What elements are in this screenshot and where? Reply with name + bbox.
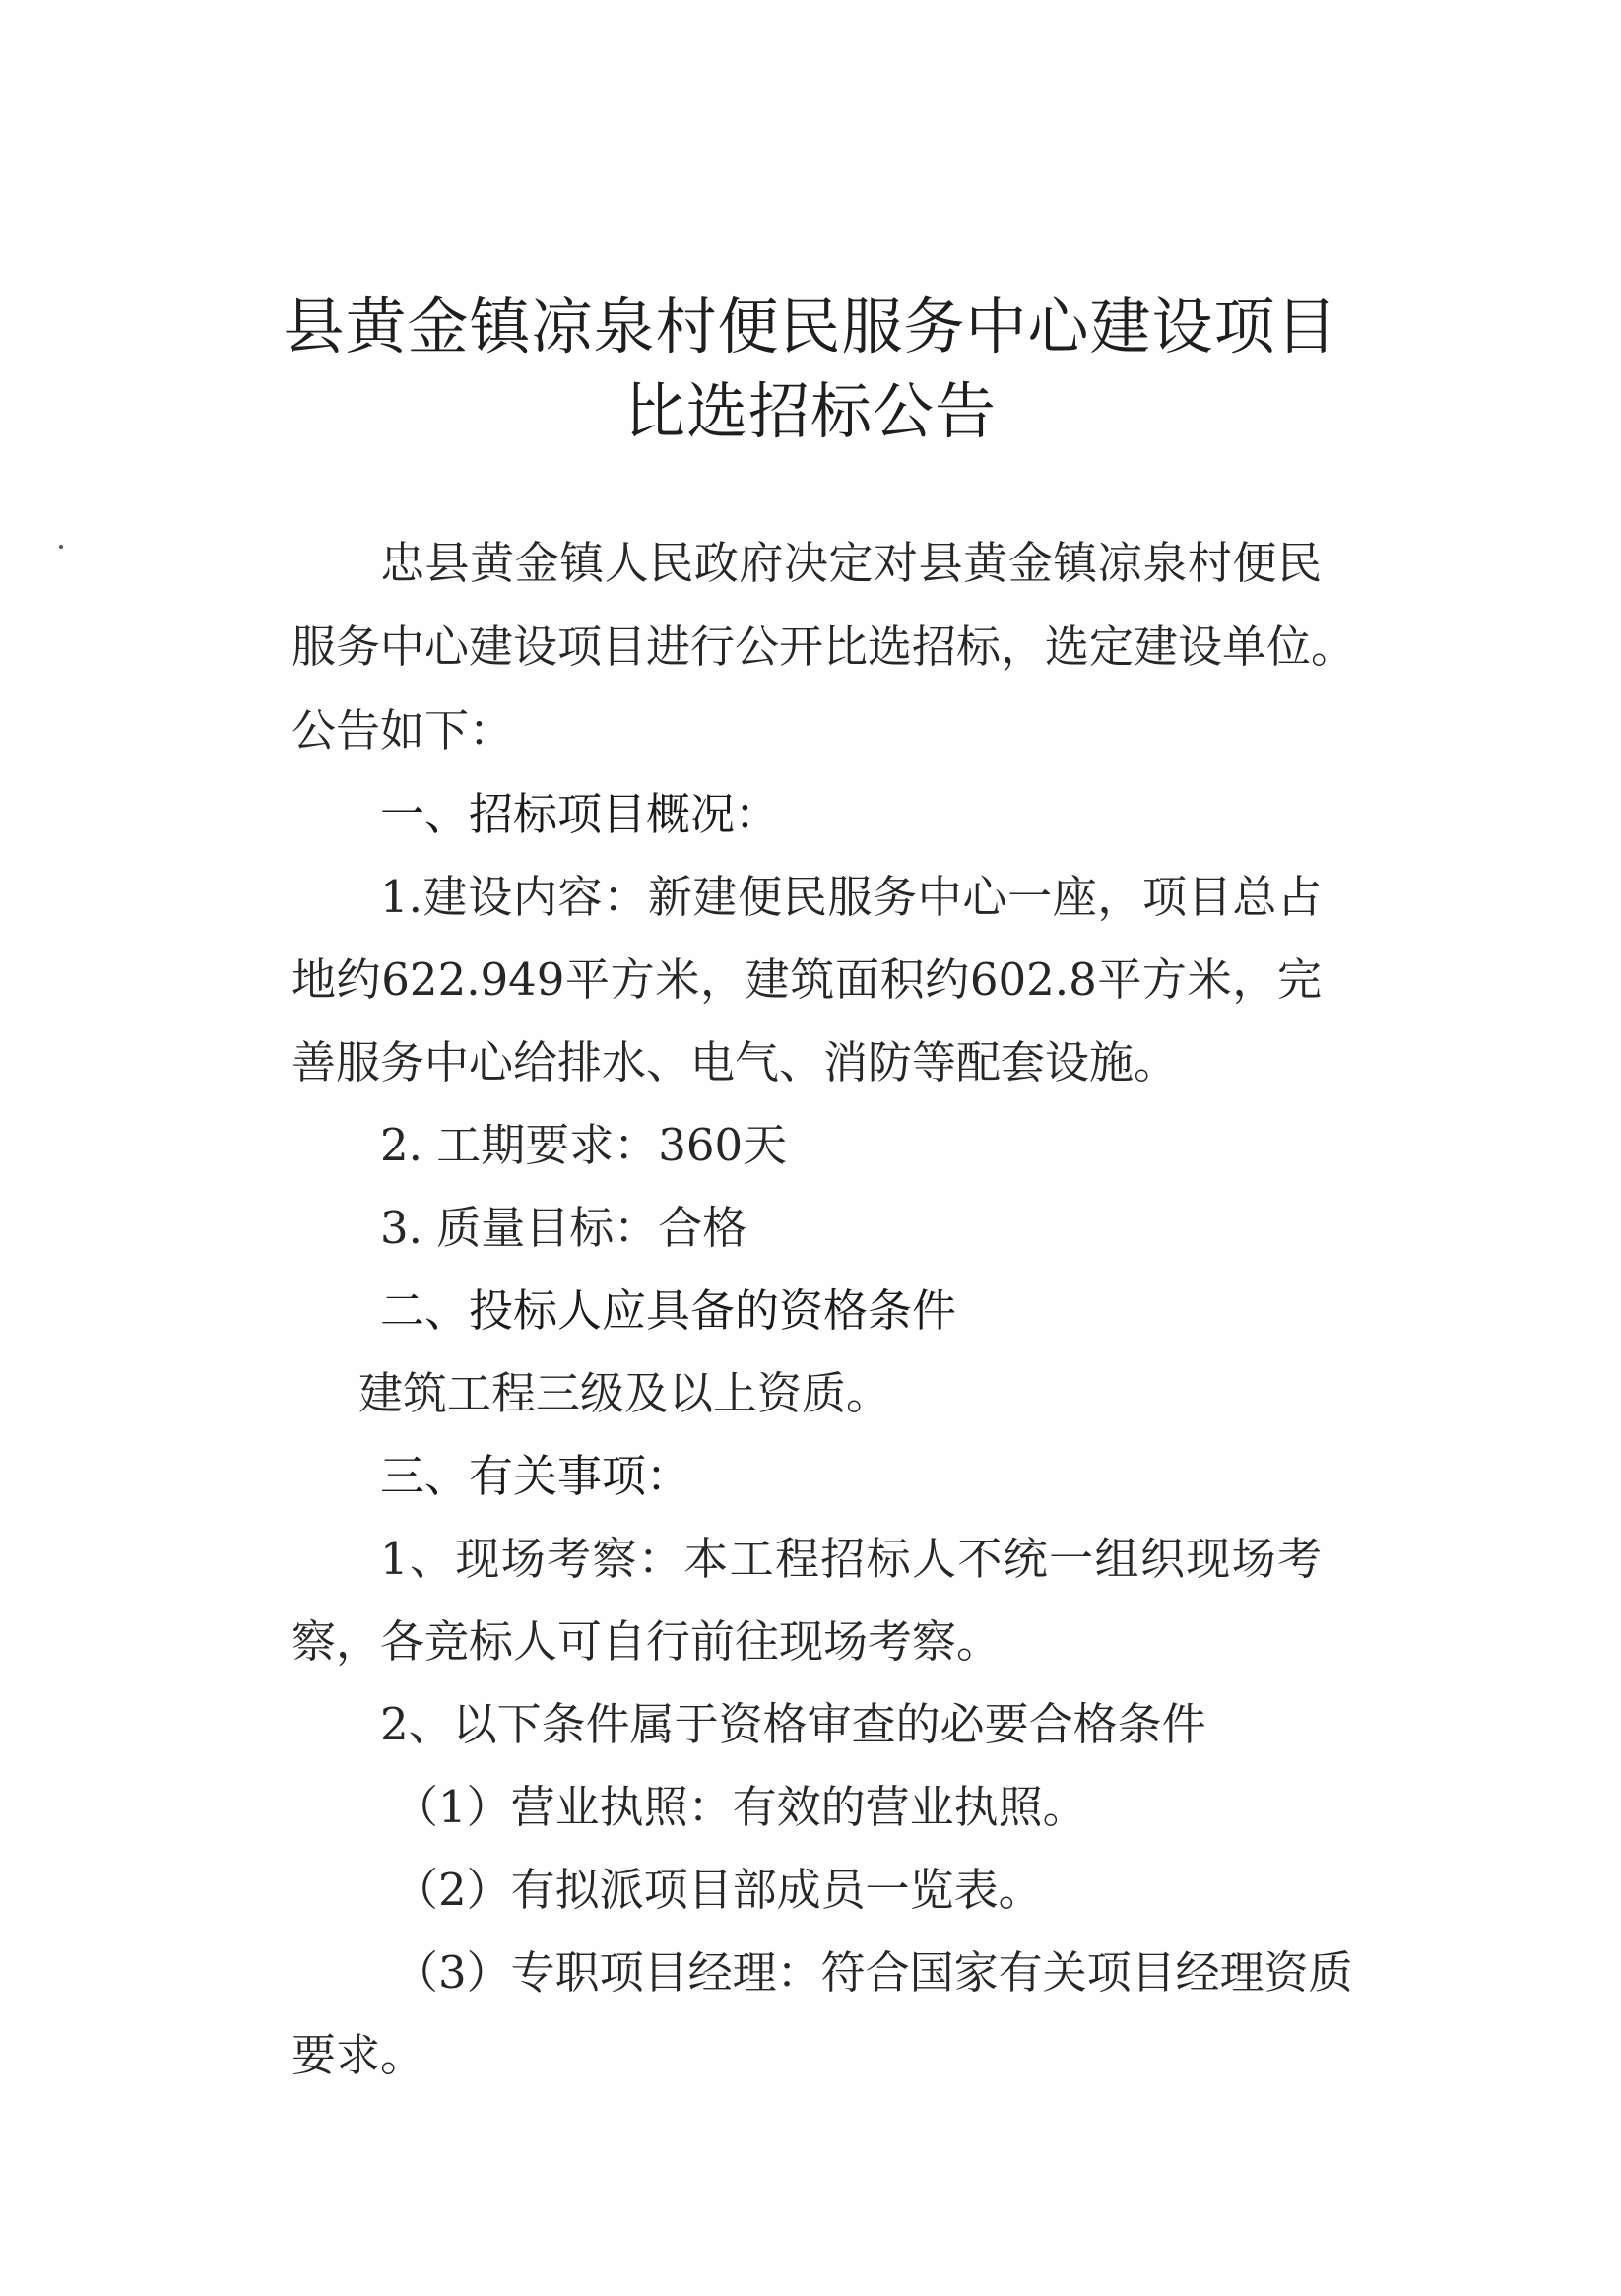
body-paragraph-line: （1）营业执照：有效的营业执照。 [394, 1781, 1087, 1833]
body-paragraph-line: 服务中心建设项目进行公开比选招标，选定建设单位。 [292, 621, 1356, 673]
body-paragraph-line: 公告如下： [292, 704, 514, 756]
document-title-line-1: 县黄金镇凉泉村便民服务中心建设项目 [283, 291, 1338, 362]
body-paragraph-line: 善服务中心给排水、电气、消防等配套设施。 [292, 1036, 1179, 1088]
section-heading-1: 一、招标项目概况： [380, 788, 780, 840]
section-heading-3: 三、有关事项： [380, 1450, 691, 1502]
body-paragraph-line: 3. 质量目标：合格 [380, 1202, 747, 1254]
body-paragraph-line: 2、以下条件属于资格审查的必要合格条件 [380, 1698, 1206, 1750]
body-paragraph-line: 忠县黄金镇人民政府决定对县黄金镇凉泉村便民 [380, 537, 1322, 589]
section-heading-2: 二、投标人应具备的资格条件 [380, 1284, 957, 1337]
body-paragraph-line: 1、现场考察：本工程招标人不统一组织现场考 [380, 1533, 1322, 1585]
body-paragraph-line: 要求。 [292, 2029, 425, 2081]
scan-speck [59, 545, 63, 549]
body-paragraph-line: 1.建设内容：新建便民服务中心一座，项目总占 [380, 871, 1322, 923]
body-paragraph-line: （3）专职项目经理：符合国家有关项目经理资质 [394, 1946, 1353, 1999]
document-title-line-2: 比选招标公告 [623, 375, 997, 447]
body-paragraph-line: 察，各竞标人可自行前往现场考察。 [292, 1615, 1002, 1668]
body-paragraph-line: 2. 工期要求：360天 [380, 1119, 788, 1171]
body-paragraph-line: 地约622.949平方米，建筑面积约602.8平方米，完 [292, 953, 1322, 1006]
body-paragraph-line: 建筑工程三级及以上资质。 [358, 1367, 891, 1419]
body-paragraph-line: （2）有拟派项目部成员一览表。 [394, 1864, 1043, 1916]
